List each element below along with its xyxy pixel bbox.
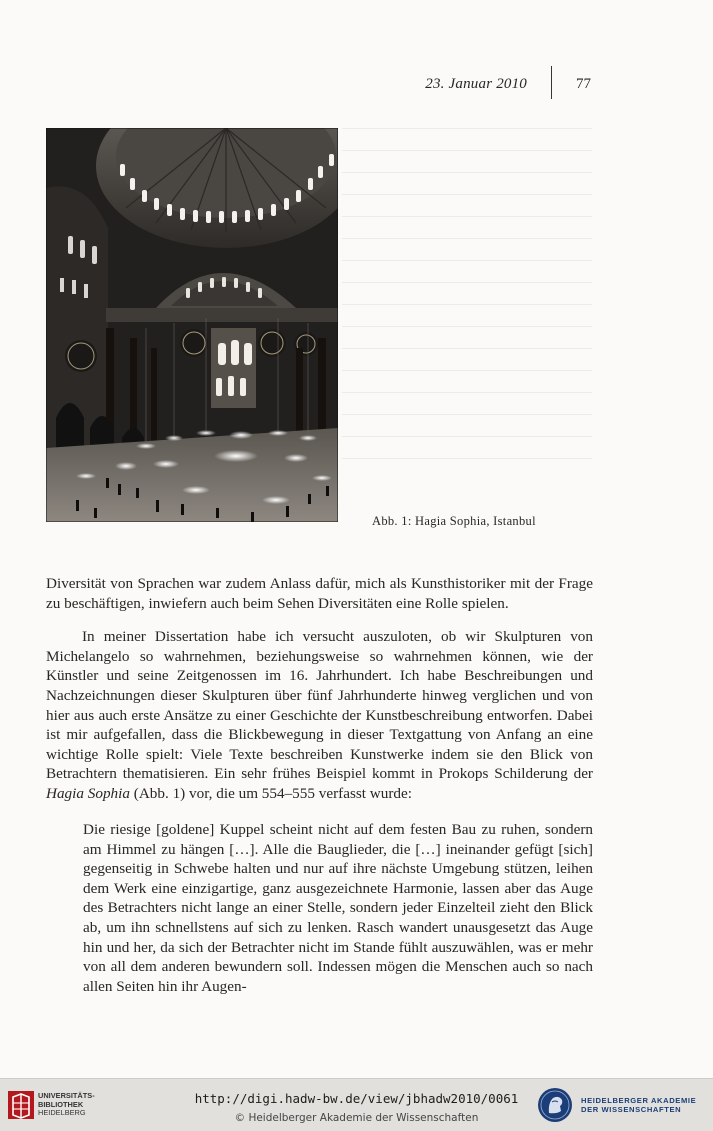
academy-name (581, 1096, 696, 1115)
hagia-sophia-interior-illustration (46, 128, 338, 522)
header-divider (551, 66, 552, 99)
figure-caption: Abb. 1: Hagia Sophia, Istanbul (372, 514, 536, 528)
paragraph-2-text: In meiner Dissertation habe ich versucht auszuloten, ob wir Skulpturen von Michelangelo so wahrnehmen, beziehungsweise so wahrnehmen können, wie der Künstler und seine Zeitgenossen im 16. Jahrhundert. Ich habe Beschreibungen und Nachzeichnungen dieser Skulpturen über fünf Jahrhunderte hinweg verglichen und von hier aus auch erste Ansätze zu einer Geschichte der Kunstbeschreibung entworfen. Dabei ist mir aufgefallen, dass die Blickbewegung in dieser Textgattung von Anfang an eine wichtige Rolle spielt: Viele Texte beschreiben Kunstwerke indem sie den Blick von Betrachtern thematisieren. Ein sehr frühes Beispiel kommt in Prokops Schilderung der (46, 628, 593, 783)
hagia-sophia-photo (46, 128, 338, 522)
uni-logo-line-3: HEIDELBERG (38, 1108, 86, 1118)
show-through-text-from-reverse-page (342, 128, 592, 488)
quote-text: Die riesige [goldene] Kuppel scheint nicht auf dem festen Bau zu ruhen, sondern am Himmel zu hängen […]. Alle die Bauglieder, die […] ineinander gefügt [sich] gegenseitig in Schwebe halten und nur auf ihre nächste Umgebung stützen, leihen dem Werk eine einzigartige, ganz ausgezeichnete Harmonie, lassen aber das Auge des Betrachters nicht lange an einer Stelle, sondern jeder Einzelteil zieht den Blick ab, um ihn schnellstens auf sich zu lenken. Rasch wandert unausgesetzt das Auge hin und her, da sich der Betrachter nicht im Stande fühlt auszuwählen, was er mehr von all dem anderen bewundern soll. Indessen mögen die Menschen auch so nach allen Seiten hin ihr Augen- (83, 821, 593, 995)
uni-logo-line-2: BIBLIOTHEK (38, 1099, 84, 1109)
page-number: 77 (576, 76, 591, 92)
body-text (46, 574, 593, 804)
block-quote (83, 820, 593, 996)
paragraph-2-italic-title: Hagia Sophia (46, 784, 130, 802)
academy-logo-line-2: DER WISSENSCHAFTEN (581, 1105, 682, 1115)
academy-medallion-logo-icon (537, 1087, 573, 1123)
running-header (0, 76, 713, 96)
permalink-url[interactable]: http://digi.hadw-bw.de/view/jbhadw2010/0061 (194, 1091, 519, 1106)
uni-logo-line-1: UNIVERSITÄTS- (38, 1091, 95, 1100)
academy-logo[interactable] (537, 1087, 707, 1123)
paragraph-2-text-end: (Abb. 1) vor, die um 554–555 verfasst wurde: (129, 784, 412, 802)
academy-logo-line-1: HEIDELBERGER AKADEMIE (581, 1096, 697, 1105)
paragraph-1: Diversität von Sprachen war zudem Anlass dafür, mich als Kunsthistoriker mit der Frage zu beschäftigen, inwiefern auch beim Sehen Diversitäten eine Rolle spielen. (46, 575, 593, 612)
digitization-footer (0, 1078, 713, 1131)
copyright-notice: © Heidelberger Akademie der Wissenschaften (234, 1112, 479, 1124)
paragraph-2 (46, 627, 593, 803)
header-date: 23. Januar 2010 (425, 76, 527, 92)
